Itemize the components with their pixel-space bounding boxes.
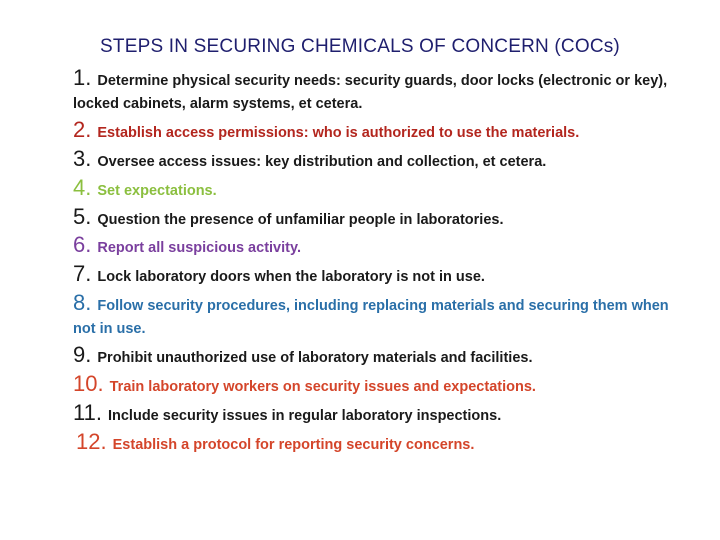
step-number: 3.: [73, 146, 92, 171]
step-text: Report all suspicious activity.: [97, 240, 301, 256]
step-text: Follow security procedures, including replacing materials and securing them when not in use.: [73, 298, 669, 337]
step-1: [73, 66, 673, 116]
step-4: [73, 176, 673, 203]
step-number: 12.: [76, 429, 107, 454]
step-8: [73, 291, 673, 341]
step-9: [73, 343, 673, 370]
step-number: 6.: [73, 232, 92, 257]
step-number: 2.: [73, 117, 92, 142]
step-number: 9.: [73, 342, 92, 367]
step-number: 8.: [73, 290, 92, 315]
step-3: [73, 147, 673, 174]
step-text: Lock laboratory doors when the laboratory is not in use.: [97, 269, 485, 285]
step-text: Include security issues in regular laboratory inspections.: [107, 408, 502, 424]
step-number: 1.: [73, 65, 92, 90]
step-text: Train laboratory workers on security issues and expectations.: [109, 379, 536, 395]
step-number: 11.: [73, 400, 102, 425]
step-text: Prohibit unauthorized use of laboratory materials and facilities.: [97, 350, 533, 366]
step-text: Determine physical security needs: security guards, door locks (electronic or key), locked cabinets, alarm systems, et cetera.: [73, 73, 668, 112]
step-10: [73, 372, 673, 399]
step-2: [73, 118, 673, 145]
step-text: Establish access permissions: who is authorized to use the materials.: [97, 125, 580, 141]
page-title: STEPS IN SECURING CHEMICALS OF CONCERN (COCs): [100, 36, 620, 57]
step-text: Oversee access issues: key distribution and collection, et cetera.: [97, 154, 547, 170]
step-12: [76, 430, 676, 457]
step-text: Set expectations.: [97, 183, 217, 199]
step-text: Establish a protocol for reporting security concerns.: [112, 437, 475, 453]
step-number: 10.: [73, 371, 104, 396]
step-11: [73, 401, 673, 428]
step-text: Question the presence of unfamiliar people in laboratories.: [97, 212, 504, 228]
step-6: [73, 233, 673, 260]
step-5: [73, 205, 673, 232]
step-number: 4.: [73, 175, 92, 200]
step-7: [73, 262, 673, 289]
step-number: 5.: [73, 204, 92, 229]
step-number: 7.: [73, 261, 92, 286]
